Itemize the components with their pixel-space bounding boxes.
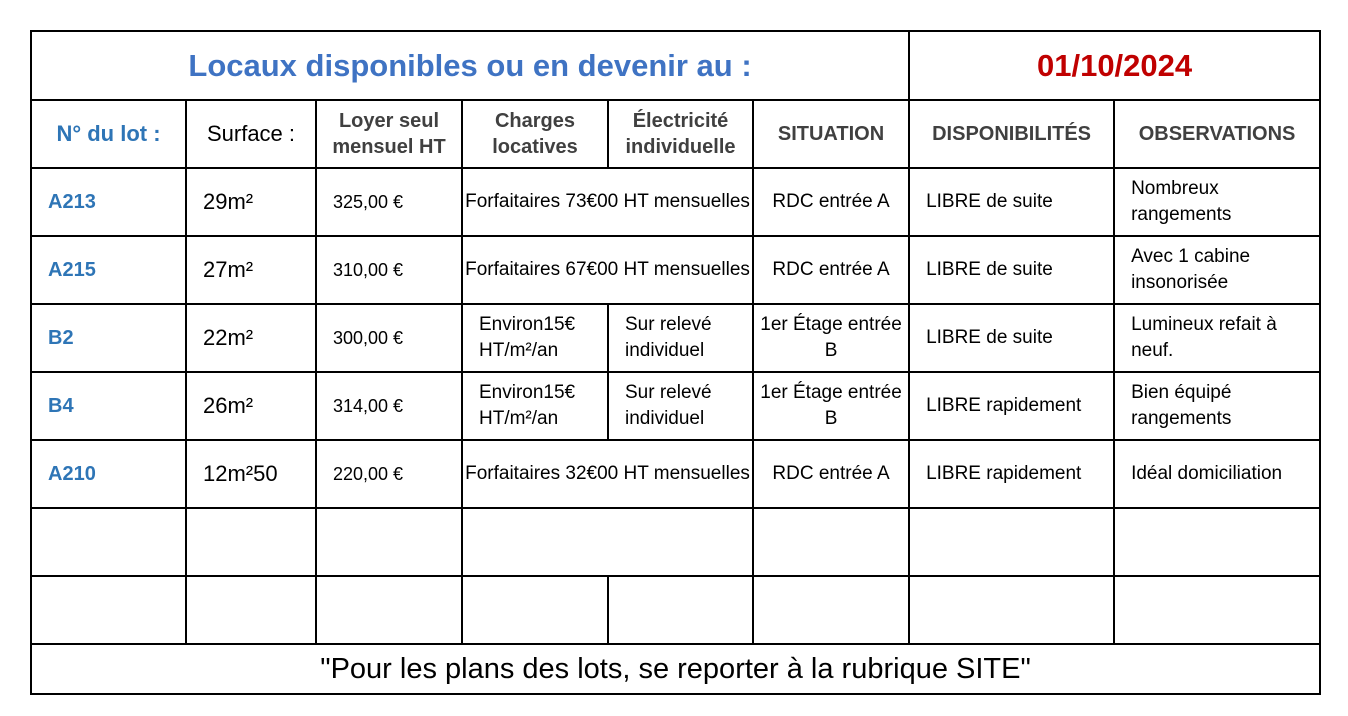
observations: Lumineux refait à neuf. bbox=[1114, 304, 1320, 372]
situation: RDC entrée A bbox=[753, 440, 909, 508]
observations: Nombreux rangements bbox=[1114, 168, 1320, 236]
empty-cell bbox=[1114, 576, 1320, 644]
table-row bbox=[31, 168, 1320, 236]
situation: RDC entrée A bbox=[753, 168, 909, 236]
situation: 1er Étage entrée B bbox=[753, 372, 909, 440]
charges-combined: Forfaitaires 67€00 HT mensuelles bbox=[462, 236, 753, 304]
lot-id: A213 bbox=[31, 168, 186, 236]
table-row bbox=[31, 304, 1320, 372]
situation: RDC entrée A bbox=[753, 236, 909, 304]
availability: LIBRE de suite bbox=[909, 236, 1114, 304]
availability: LIBRE de suite bbox=[909, 168, 1114, 236]
header-surface: Surface : bbox=[186, 100, 316, 168]
locaux-table bbox=[30, 30, 1321, 695]
header-situation: SITUATION bbox=[753, 100, 909, 168]
rent: 325,00 € bbox=[316, 168, 462, 236]
availability: LIBRE de suite bbox=[909, 304, 1114, 372]
empty-cell bbox=[316, 508, 462, 576]
observations: Bien équipé rangements bbox=[1114, 372, 1320, 440]
empty-cell bbox=[753, 576, 909, 644]
empty-cell bbox=[462, 576, 608, 644]
empty-row bbox=[31, 576, 1320, 644]
table-row bbox=[31, 440, 1320, 508]
lot-id: B4 bbox=[31, 372, 186, 440]
header-lot: N° du lot : bbox=[31, 100, 186, 168]
footer-note: "Pour les plans des lots, se reporter à la rubrique SITE" bbox=[31, 644, 1320, 694]
lot-id: A210 bbox=[31, 440, 186, 508]
availability: LIBRE rapidement bbox=[909, 440, 1114, 508]
rent: 310,00 € bbox=[316, 236, 462, 304]
rent: 300,00 € bbox=[316, 304, 462, 372]
header-rent: Loyer seul mensuel HT bbox=[316, 100, 462, 168]
table-row bbox=[31, 236, 1320, 304]
surface: 26m² bbox=[186, 372, 316, 440]
charges-combined: Forfaitaires 32€00 HT mensuelles bbox=[462, 440, 753, 508]
surface: 29m² bbox=[186, 168, 316, 236]
availability: LIBRE rapidement bbox=[909, 372, 1114, 440]
empty-cell bbox=[608, 576, 753, 644]
header-row bbox=[31, 100, 1320, 168]
electricity: Sur relevé individuel bbox=[608, 304, 753, 372]
surface: 22m² bbox=[186, 304, 316, 372]
page-title: Locaux disponibles ou en devenir au : bbox=[31, 31, 909, 100]
charges: Environ15€ HT/m²/an bbox=[462, 372, 608, 440]
header-charges: Charges locatives bbox=[462, 100, 608, 168]
header-observations: OBSERVATIONS bbox=[1114, 100, 1320, 168]
empty-cell bbox=[316, 576, 462, 644]
electricity: Sur relevé individuel bbox=[608, 372, 753, 440]
empty-cell bbox=[909, 508, 1114, 576]
empty-cell bbox=[1114, 508, 1320, 576]
lot-id: A215 bbox=[31, 236, 186, 304]
table-row bbox=[31, 372, 1320, 440]
charges-combined: Forfaitaires 73€00 HT mensuelles bbox=[462, 168, 753, 236]
footer-row bbox=[31, 644, 1320, 694]
charges: Environ15€ HT/m²/an bbox=[462, 304, 608, 372]
date: 01/10/2024 bbox=[909, 31, 1320, 100]
rent: 314,00 € bbox=[316, 372, 462, 440]
surface: 27m² bbox=[186, 236, 316, 304]
header-electricity: Électricité individuelle bbox=[608, 100, 753, 168]
surface: 12m²50 bbox=[186, 440, 316, 508]
header-availability: DISPONIBILITÉS bbox=[909, 100, 1114, 168]
rent: 220,00 € bbox=[316, 440, 462, 508]
title-row bbox=[31, 31, 1320, 100]
lot-id: B2 bbox=[31, 304, 186, 372]
empty-cell bbox=[31, 508, 186, 576]
empty-cell bbox=[462, 508, 753, 576]
empty-cell bbox=[186, 508, 316, 576]
empty-cell bbox=[31, 576, 186, 644]
situation: 1er Étage entrée B bbox=[753, 304, 909, 372]
empty-cell bbox=[909, 576, 1114, 644]
empty-row bbox=[31, 508, 1320, 576]
empty-cell bbox=[753, 508, 909, 576]
observations: Avec 1 cabine insonorisée bbox=[1114, 236, 1320, 304]
empty-cell bbox=[186, 576, 316, 644]
observations: Idéal domiciliation bbox=[1114, 440, 1320, 508]
